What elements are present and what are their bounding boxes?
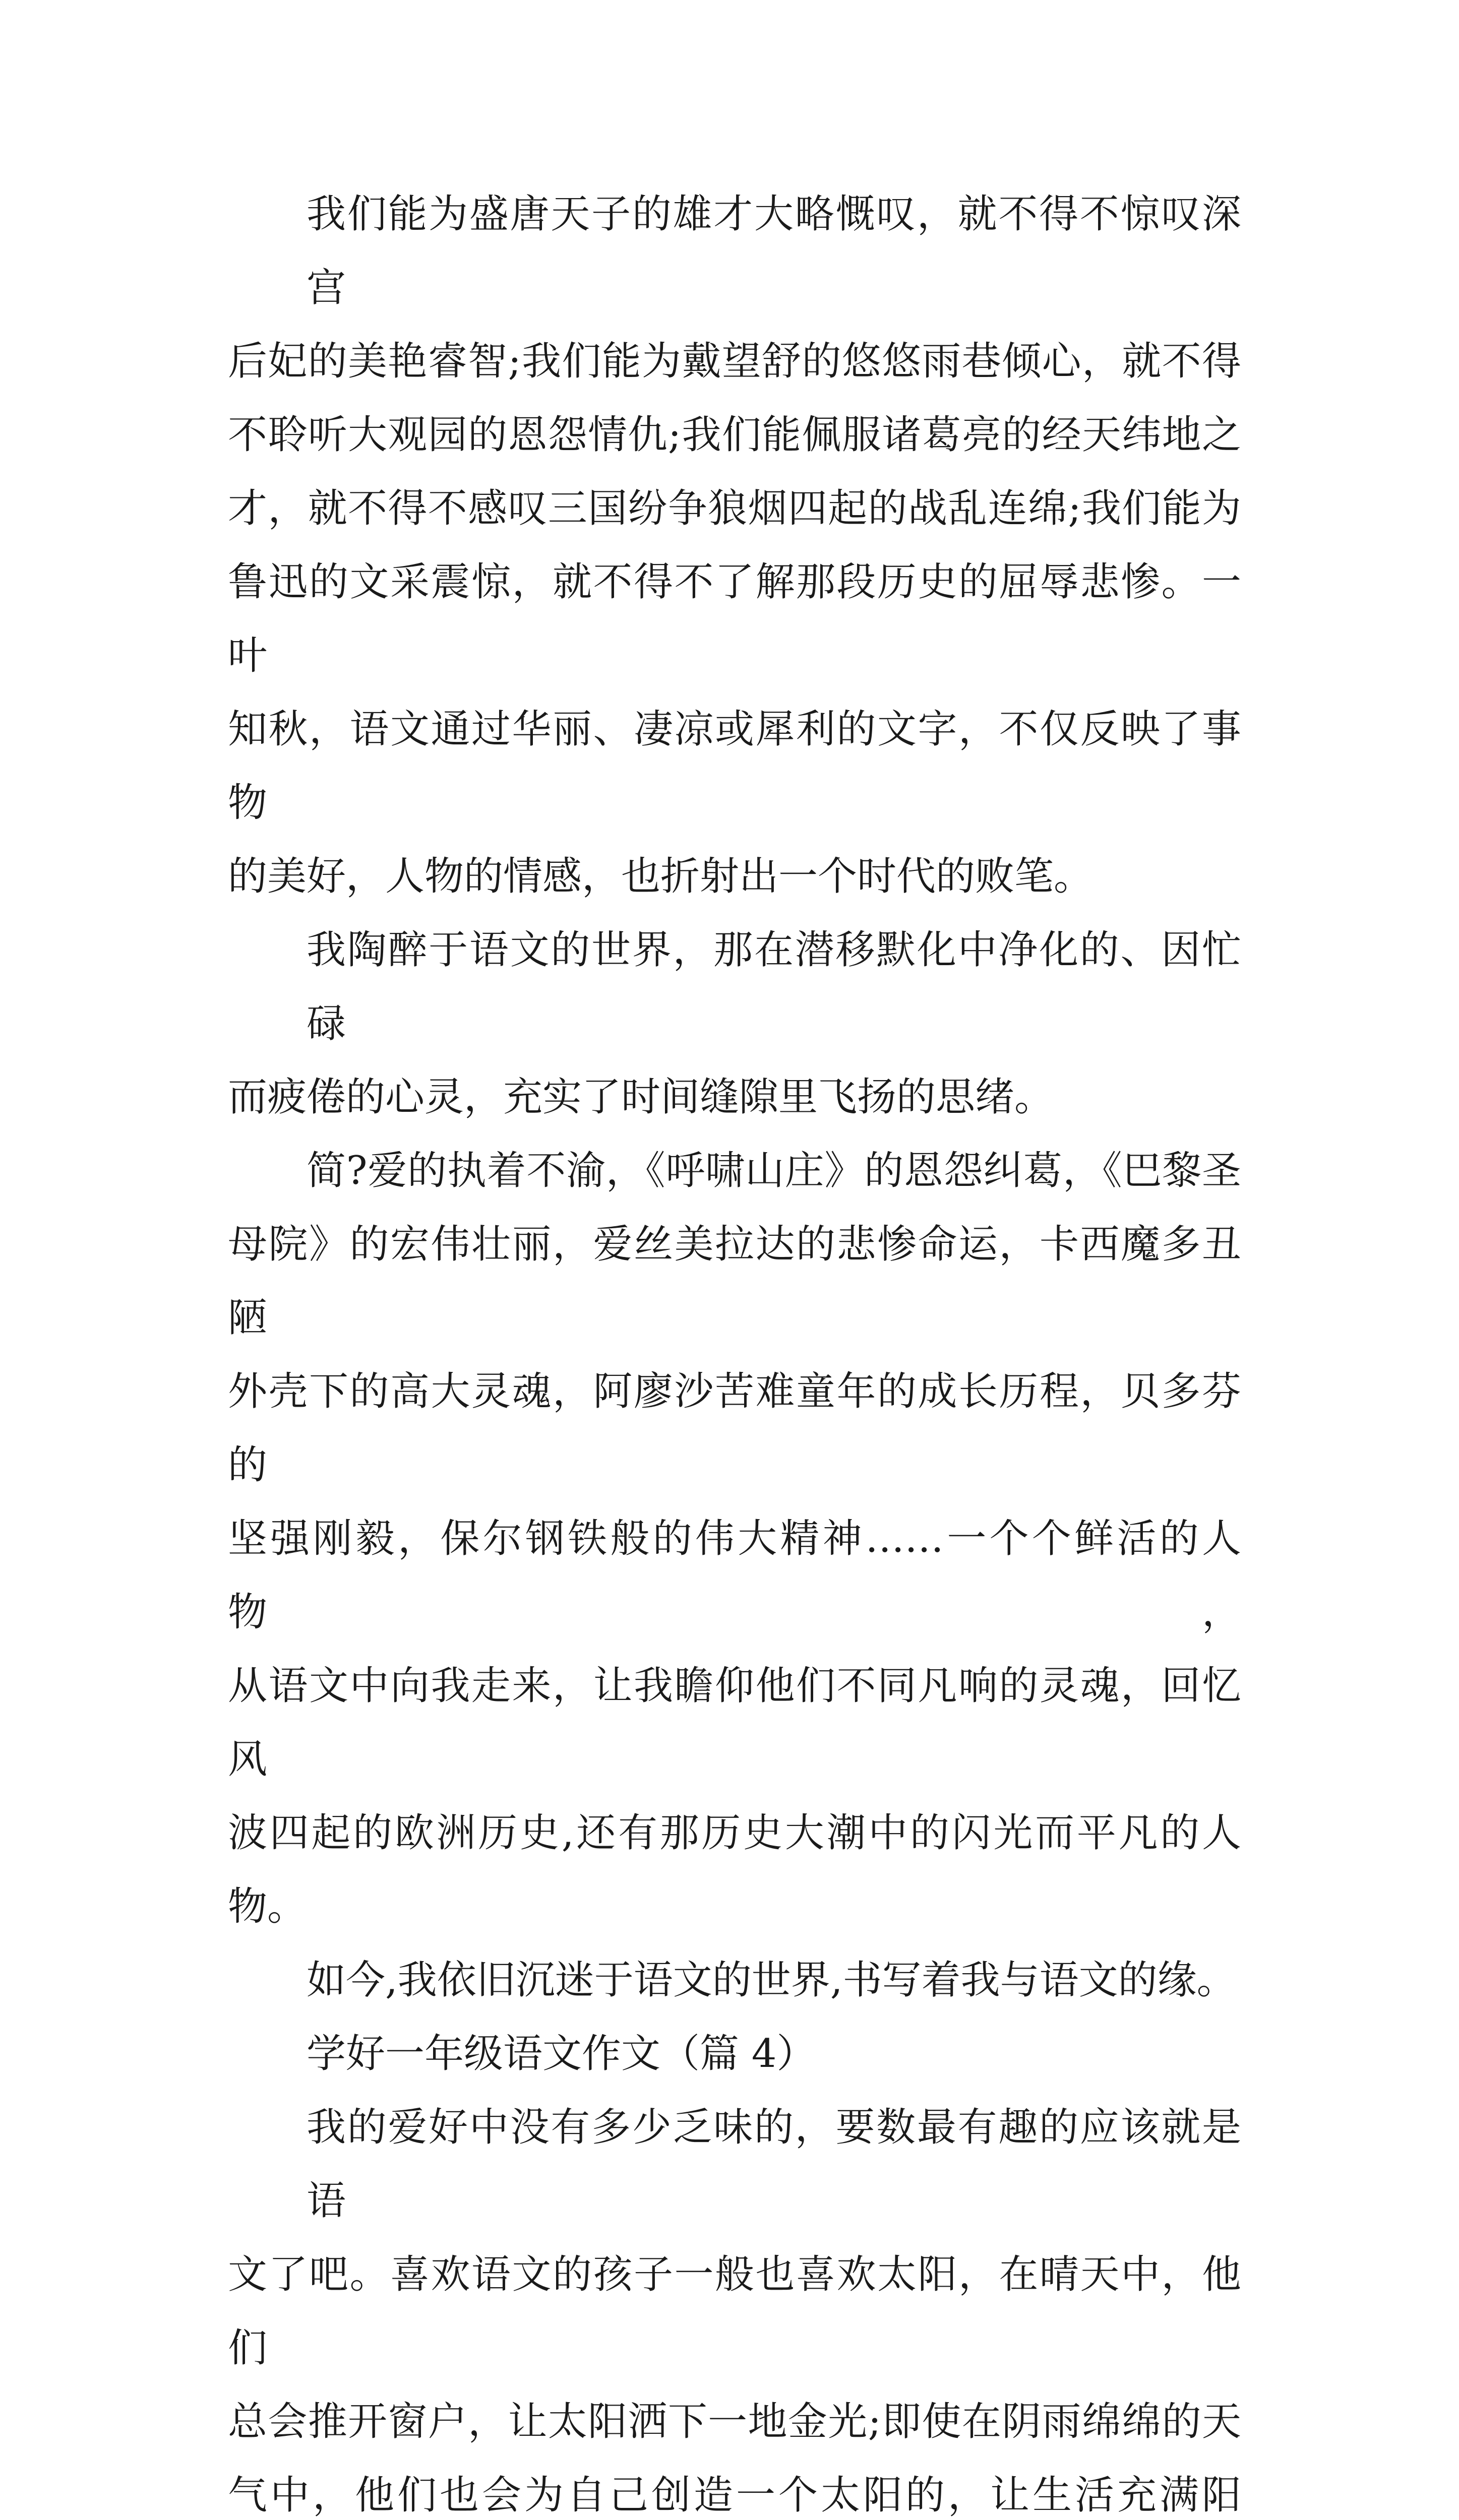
paragraph (228, 177, 1241, 913)
text-line: 的美好，人物的情感，也折射出一个时代的败笔。 (228, 854, 1093, 899)
text-line: 我的爱好中没有多少乏味的，要数最有趣的应该就是语 (307, 2105, 1241, 2224)
text-line: 文了吧。喜欢语文的孩子一般也喜欢太阳，在晴天中，他们 (228, 2252, 1241, 2371)
text-line: 波四起的欧洲历史,还有那历史大潮中的闪光而平凡的人物。 (228, 1810, 1241, 1929)
text-line: 从语文中向我走来，让我瞻仰他们不同凡响的灵魂，回忆风 (228, 1663, 1241, 1782)
text-line: 我陶醉于语文的世界，那在潜移默化中净化的、因忙碌 (307, 927, 1241, 1046)
text-line: 如今,我依旧沉迷于语文的世界,书写着我与语文的缘。 (307, 1958, 1236, 2003)
text-line: 母院》的宏伟壮丽，爱丝美拉达的悲惨命运，卡西魔多丑陋 (228, 1222, 1241, 1341)
paragraph (228, 1943, 1241, 2017)
text-line: 总会推开窗户，让太阳洒下一地金光;即使在阴雨绵绵的天 (228, 2399, 1241, 2444)
document-body (228, 177, 1241, 2520)
text-line: 不聆听大观园的恩怨情仇;我们能佩服诸葛亮的经天纬地之 (228, 412, 1241, 458)
text-line: 气中，他们也会为自己创造一个太阳的，让生活充满阳 (228, 2473, 1241, 2518)
paragraph (228, 2091, 1241, 2520)
section-heading (228, 2017, 1241, 2091)
text-line: 我们能为盛唐天子的雄才大略慨叹，就不得不惊叹深宫 (307, 192, 1241, 310)
text-line: 鲁迅的文采震惊，就不得不了解那段历史的屈辱悲惨。一叶 (228, 559, 1241, 678)
text-line: 简?爱的执着不渝，《呼啸山庄》的恩怨纠葛，《巴黎圣 (307, 1148, 1241, 1193)
paragraph (228, 1134, 1241, 1943)
heading-text: 学好一年级语文作文（篇 4） (307, 2031, 816, 2076)
text-line: 知秋，语文通过华丽、凄凉或犀利的文字，不仅反映了事物 (228, 707, 1241, 826)
text-line: 外壳下的高大灵魂，阿廖沙苦难童年的成长历程，贝多芬的 (228, 1369, 1241, 1488)
text-line: 而疲倦的心灵，充实了时间缝隙里飞扬的思绪。 (228, 1075, 1054, 1120)
text-line: 才，就不得不感叹三国纷争狼烟四起的战乱连绵;我们能为 (228, 486, 1241, 531)
paragraph (228, 913, 1241, 1134)
text-line: 坚强刚毅，保尔钢铁般的伟大精神……一个个鲜活的人物， (228, 1516, 1241, 1635)
text-line: 后妃的美艳睿智;我们能为戴望舒的悠悠雨巷倾心，就不得 (228, 339, 1241, 384)
